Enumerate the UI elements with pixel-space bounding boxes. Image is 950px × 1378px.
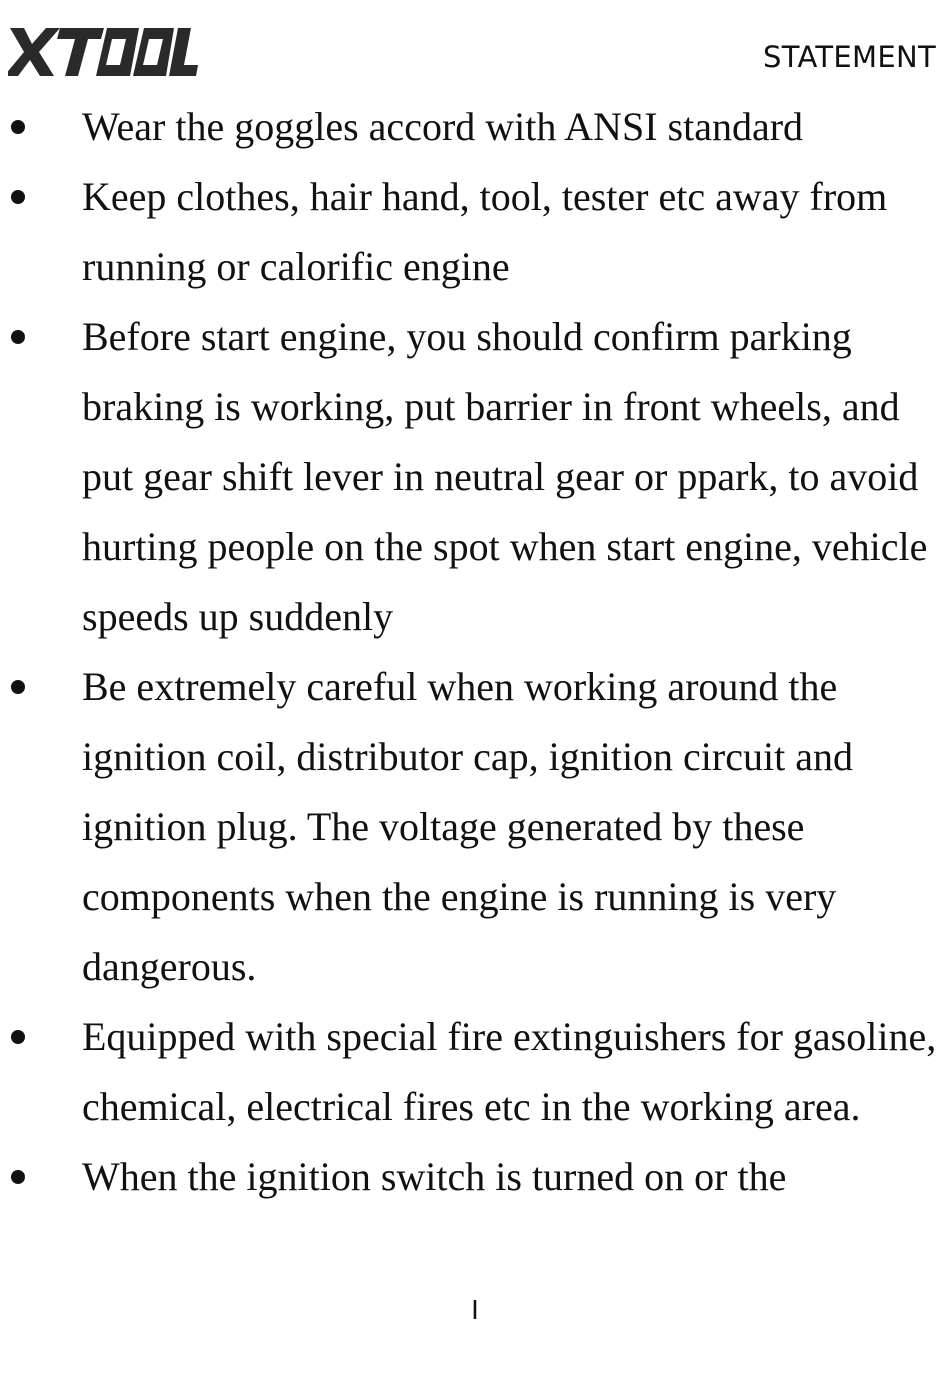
xtool-logo bbox=[8, 22, 198, 82]
bullet-icon bbox=[11, 120, 25, 134]
page-number: I bbox=[471, 1296, 479, 1326]
list-item bbox=[0, 162, 950, 302]
bullet-icon bbox=[11, 680, 25, 694]
bullet-icon bbox=[11, 1170, 25, 1184]
list-item bbox=[0, 92, 950, 162]
document-body bbox=[0, 92, 950, 1212]
bullet-icon bbox=[11, 330, 25, 344]
list-item-text: Equipped with special fire extinguishers for gasoline, chemical, electrical fires etc in the working area. bbox=[82, 1014, 937, 1129]
list-item-text: When the ignition switch is turned on or the bbox=[82, 1154, 787, 1199]
list-item bbox=[0, 652, 950, 1002]
bullet-icon bbox=[11, 1030, 25, 1044]
list-item-text: Keep clothes, hair hand, tool, tester etc away from running or calorific engine bbox=[82, 174, 888, 289]
section-title: STATEMENT bbox=[763, 40, 936, 74]
list-item bbox=[0, 1142, 950, 1212]
list-item-text: Before start engine, you should confirm parking braking is working, put barrier in front wheels, and put gear shift lever in neutral gear or ppark, to avoid hurting people on the spot when start engine, vehicle speeds up suddenly bbox=[82, 314, 928, 639]
safety-bullet-list bbox=[0, 92, 950, 1212]
list-item bbox=[0, 302, 950, 652]
list-item-text: Be extremely careful when working around the ignition coil, distributor cap, ignition circuit and ignition plug. The voltage generated by these components when the engine is running is very dangerous. bbox=[82, 664, 853, 989]
logo-text: XTOOL bbox=[8, 22, 12, 23]
list-item bbox=[0, 1002, 950, 1142]
page-header bbox=[0, 0, 950, 90]
list-item-text: Wear the goggles accord with ANSI standard bbox=[82, 104, 804, 149]
bullet-icon bbox=[11, 190, 25, 204]
